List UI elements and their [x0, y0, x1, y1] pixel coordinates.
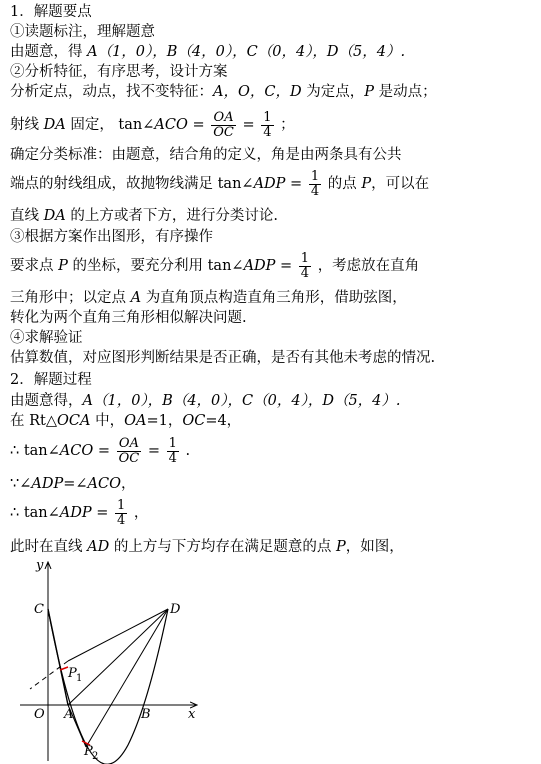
fraction: $\frac{OA}{OC}$ [213, 109, 234, 140]
label-A: A [64, 707, 74, 722]
section-key-points-heading: 1．解题要点 [10, 4, 92, 20]
step-verify: ④求解验证 [10, 330, 83, 346]
label-P1-sub: 1 [76, 673, 83, 684]
line-DP2 [86, 609, 168, 747]
text-line-with-fraction: 端点的射线组成，故抛物线满足 tan∠ADP = $\frac{1}{4}$ 的点 P，可以在 [10, 168, 430, 199]
step-draw-figure: ③根据方案作出图形，有序操作 [10, 229, 213, 245]
label-B: B [141, 707, 151, 722]
fraction: $\frac{1}{4}$ [263, 109, 272, 140]
fraction: $\frac{1}{4}$ [310, 168, 320, 199]
text-line: 三角形中；以定点 A 为直角顶点构造直角三角形，借助弦图， [10, 290, 407, 306]
text-line-with-fraction: 要求点 P 的坐标，要充分利用 tan∠ADP = $\frac{1}{4}$ ，考虑放在直角 [10, 250, 420, 281]
label-C: C [34, 602, 44, 617]
equation-line: ∴ tan∠ADP = $\frac{1}{4}$ ， [10, 497, 149, 528]
equation-line: ∴ tan∠ACO = $\frac{OA}{OC}$ = $\frac{1}{4}$ . [10, 435, 191, 466]
fraction: $\frac{1}{4}$ [300, 250, 310, 281]
text-line: 此时在直线 AD 的上方与下方均存在满足题意的点 P，如图， [10, 539, 404, 555]
y-axis-label: y [36, 558, 44, 573]
label-P2: P [84, 744, 93, 759]
text-line: 由题意，得 A（1，0），B（4，0），C（0，4），D（5，4）. [10, 44, 406, 60]
text-line: 直线 DA 的上方或者下方，进行分类讨论. [10, 208, 278, 224]
section-solution-heading: 2．解题过程 [10, 372, 92, 388]
line-CA [48, 609, 68, 705]
x-axis-label: x [188, 707, 196, 722]
step-read-question: ①读题标注，理解题意 [10, 24, 155, 40]
label-P1: P [68, 666, 77, 681]
fraction: $\frac{1}{4}$ [117, 497, 126, 528]
step-analyze: ②分析特征，有序思考，设计方案 [10, 64, 228, 80]
equation-line: ∵∠ADP=∠ACO， [10, 476, 136, 492]
text-line: 转化为两个直角三角形相似解决问题. [10, 310, 247, 326]
label-D: D [170, 602, 181, 617]
text-line: 在 Rt△OCA 中，OA=1，OC=4， [10, 413, 242, 429]
label-O: O [34, 707, 45, 722]
text-line: 由题意得，A（1，0），B（4，0），C（0，4），D（5，4）. [10, 393, 401, 409]
label-P2-sub: 2 [92, 751, 99, 762]
text-line: 确定分类标准：由题意，结合角的定义，角是由两条具有公共 [10, 147, 402, 163]
text-line: 估算数值，对应图形判断结果是否正确，是否有其他未考虑的情况. [10, 350, 436, 366]
parabola-curve [48, 609, 168, 764]
fraction: $\frac{1}{4}$ [168, 435, 177, 466]
fraction: $\frac{OA}{OC}$ [118, 435, 140, 466]
text-line-with-fraction: 射线 DA 固定， tan∠ACO = $\frac{OA}{OC}$ = $\frac{1}{4}$ ； [10, 109, 295, 140]
parabola-figure [0, 555, 220, 764]
line-DP1 [68, 609, 168, 705]
text-line: 分析定点，动点，找不变特征：A，O，C，D 为定点，P 是动点； [10, 84, 437, 100]
